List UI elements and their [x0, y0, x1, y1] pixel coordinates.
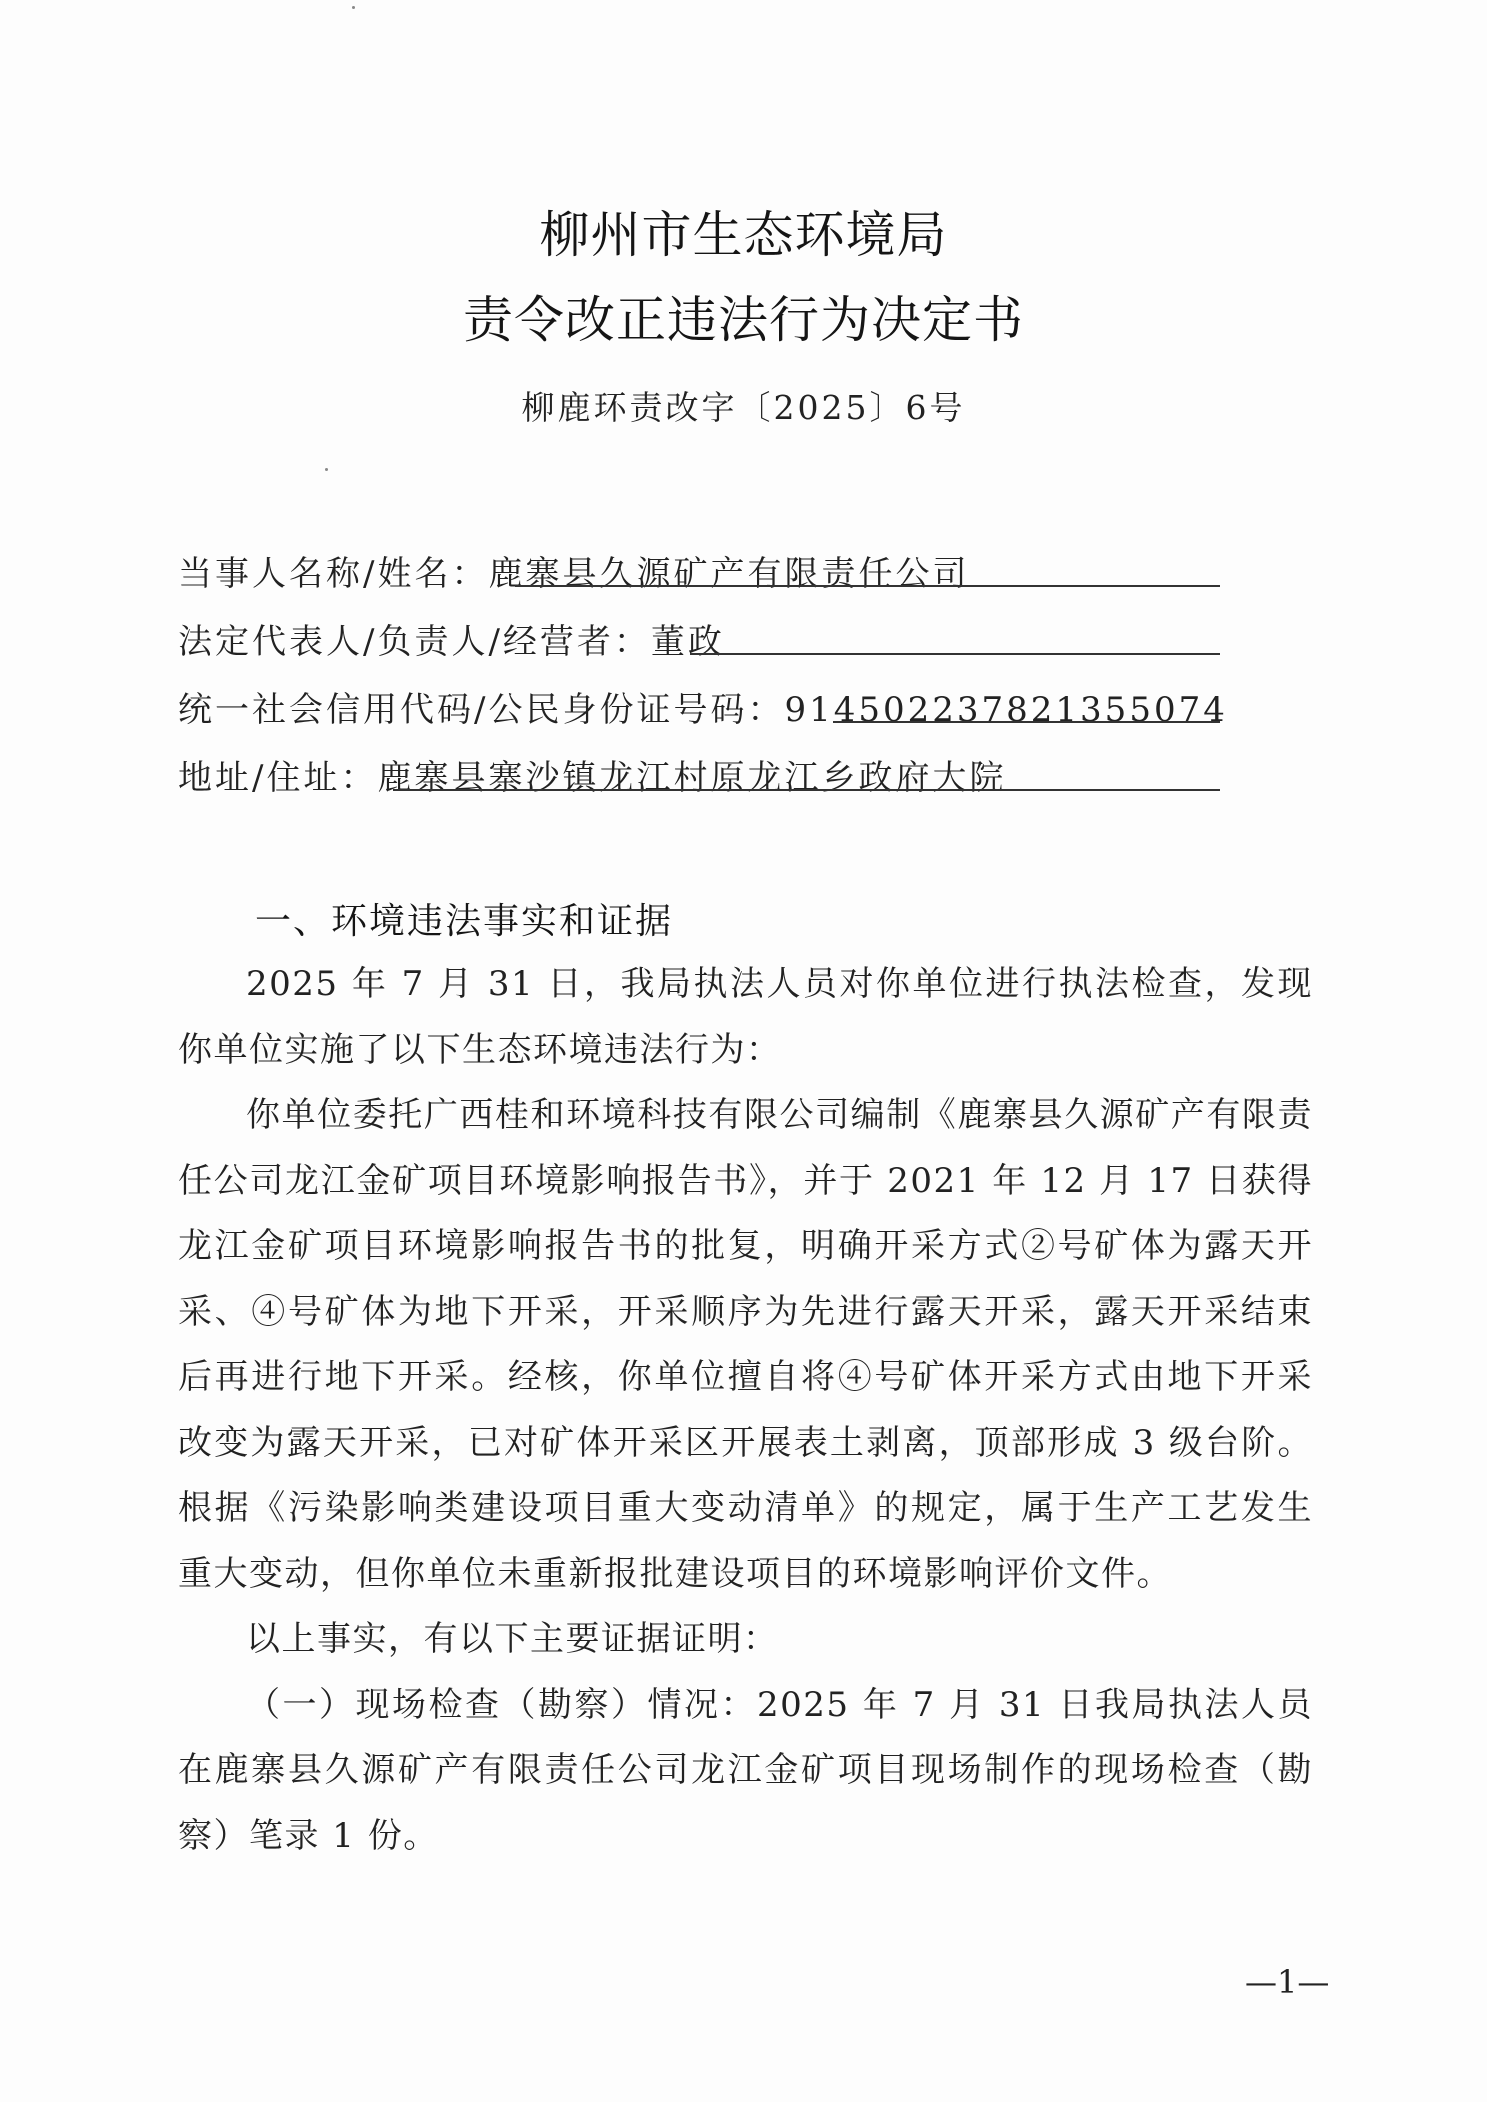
- legal-rep-underline: [690, 653, 1220, 655]
- document-number: 柳鹿环责改字〔2025〕6号: [521, 388, 966, 427]
- address-value: 鹿寨县寨沙镇龙江村原龙江乡政府大院: [377, 758, 1007, 798]
- paragraph-evidence-intro: 以上事实，有以下主要证据证明：: [246, 1619, 779, 1659]
- credit-code-label: 统一社会信用代码/公民身份证号码：: [178, 690, 785, 730]
- page-number: —1—: [1245, 1963, 1330, 2001]
- paragraph-evidence-1: （一）现场检查（勘察）情况：2025 年 7 月 31 日我局执法人员在鹿寨县久源矿产有限责任公司龙江金矿项目现场制作的现场检查（勘察）笔录 1 份。: [178, 1684, 1313, 1856]
- credit-code-value: 914502237821355074: [784, 690, 1228, 730]
- party-name-value: 鹿寨县久源矿产有限责任公司: [488, 554, 970, 594]
- credit-code-underline: [833, 721, 1220, 723]
- credit-code-field: [178, 682, 1228, 731]
- party-name-field: [178, 546, 969, 595]
- address-field: [178, 750, 1006, 799]
- section-body: [178, 952, 1313, 1869]
- document-title: 责令改正违法行为决定书: [463, 291, 1024, 349]
- address-underline: [393, 789, 1220, 791]
- legal-rep-field: [178, 614, 725, 663]
- address-label: 地址/住址：: [178, 758, 378, 798]
- paragraph-inspection: 2025 年 7 月 31 日，我局执法人员对你单位进行执法检查，发现你单位实施了以下生态环境违法行为：: [178, 964, 1313, 1070]
- legal-rep-value: 董政: [650, 622, 725, 662]
- section-heading-facts: 一、环境违法事实和证据: [255, 901, 674, 942]
- legal-rep-label: 法定代表人/负责人/经营者：: [178, 622, 651, 662]
- party-name-underline: [515, 585, 1220, 587]
- issuer-title: 柳州市生态环境局: [539, 206, 948, 264]
- party-name-label: 当事人名称/姓名：: [178, 554, 489, 594]
- paragraph-violation: 你单位委托广西桂和环境科技有限公司编制《鹿寨县久源矿产有限责任公司龙江金矿项目环境影响报告书》，并于 2021 年 12 月 17 日获得龙江金矿项目环境影响报告书的批复，明确开采方式②号矿体为露天开采、④号矿体为地下开采，开采顺序为先进行露天开采，露天开采结束后再进行地下开采。经核，你单位擅自将④号矿体开采方式由地下开采改变为露天开采，已对矿体开采区开展表土剥离，顶部形成 3 级台阶。根据《污染影响类建设项目重大变动清单》的规定，属于生产工艺发生重大变动，但你单位未重新报批建设项目的环境影响评价文件。: [178, 1095, 1313, 1594]
- scan-speck: [352, 6, 355, 9]
- scan-speck: [325, 468, 328, 471]
